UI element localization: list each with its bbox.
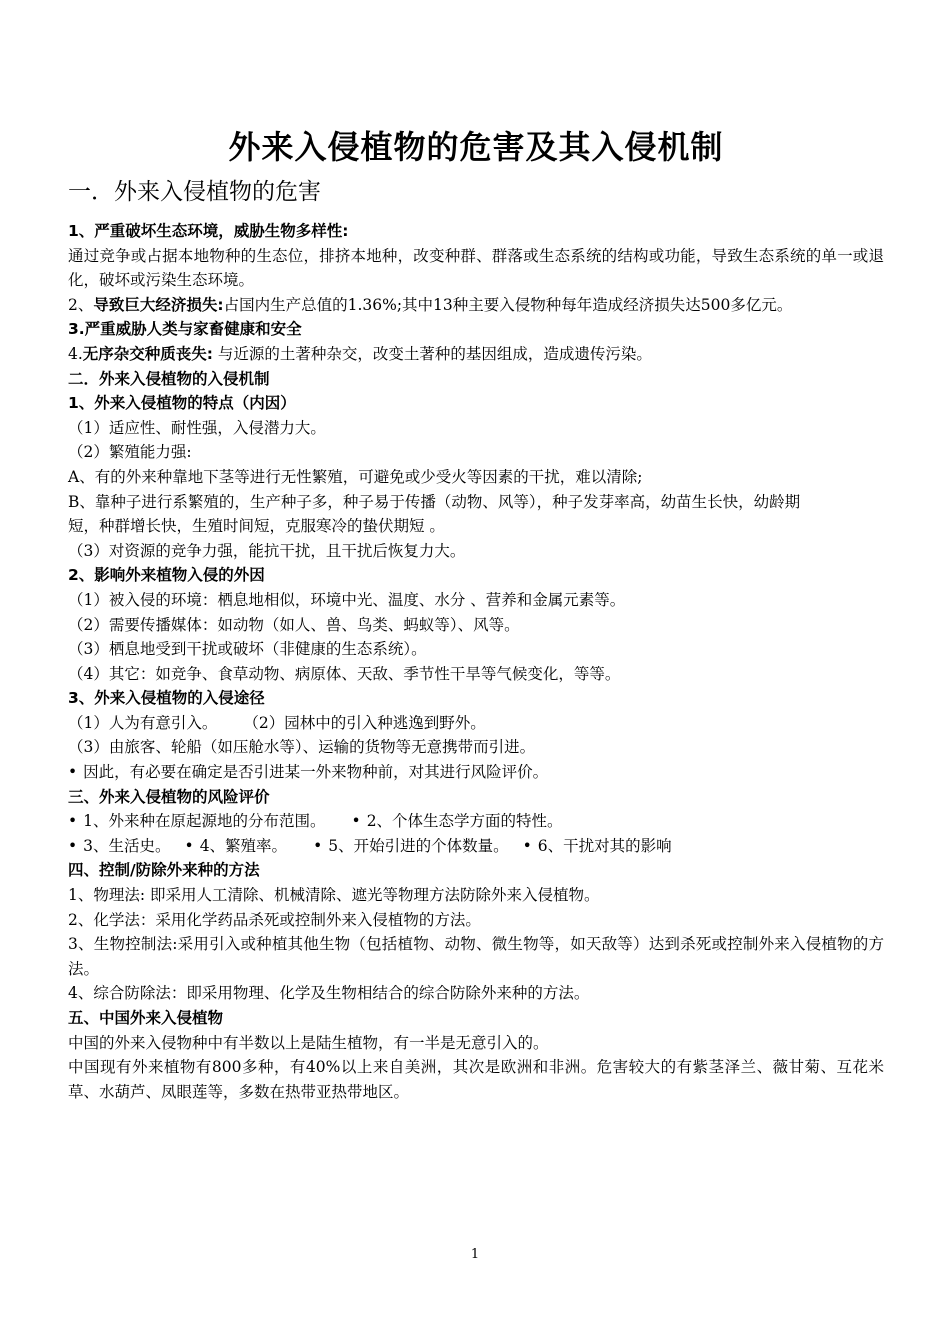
bullet-icon: • bbox=[522, 836, 532, 855]
list-item: （3）栖息地受到干扰或破坏（非健康的生态系统）。 bbox=[68, 640, 427, 659]
item-text: 与近源的土著种杂交，改变土著种的基因组成，造成遗传污染。 bbox=[213, 344, 652, 363]
paragraph bbox=[68, 293, 884, 318]
list-item: 3、生物控制法:采用引入或种植其他生物（包括植物、动物、微生物等，如天敌等）达到杀死或控制外来入侵植物的方法。 bbox=[68, 935, 884, 978]
item-text: 占国内生产总值的1.36%;其中13种主要入侵物种每年造成经济损失达500多亿元。 bbox=[223, 295, 793, 314]
list-item: 4、综合防除法：即采用物理、化学及生物相结合的综合防除外来种的方法。 bbox=[68, 984, 590, 1003]
list-item-text: （2）园林中的引入种逃逸到野外。 bbox=[243, 713, 486, 732]
page-number: 1 bbox=[470, 1247, 480, 1262]
subheading: 1、严重破坏生态环境，威胁生物多样性: bbox=[68, 222, 349, 240]
bullet-text: 6、干扰对其的影响 bbox=[537, 836, 672, 855]
list-item: （2）需要传播媒体：如动物（如人、兽、鸟类、蚂蚁等）、风等。 bbox=[68, 615, 520, 634]
bullet-icon: • bbox=[351, 812, 361, 831]
bullet-item bbox=[68, 760, 884, 785]
section-heading-2: 二．外来入侵植物的入侵机制 bbox=[68, 369, 270, 388]
list-item: 短，种群增长快，生殖时间短，克服寒冷的蛰伏期短 。 bbox=[68, 517, 445, 536]
paragraph bbox=[68, 342, 884, 367]
list-item: （3）对资源的竞争力强，能抗干扰，且干扰后恢复力大。 bbox=[68, 541, 466, 560]
section-heading-3: 三、外来入侵植物的风险评价 bbox=[68, 787, 270, 806]
section-heading-5: 五、中国外来入侵植物 bbox=[68, 1009, 224, 1027]
list-item: （4）其它：如竞争、食草动物、病原体、天敌、季节性干旱等气候变化，等等。 bbox=[68, 664, 621, 683]
list-item: 1、物理法: 即采用人工清除、机械清除、遮光等物理方法防除外来入侵植物。 bbox=[68, 886, 600, 905]
subheading: 3、外来入侵植物的入侵途径 bbox=[68, 689, 265, 708]
bullet-text: 3、生活史。 bbox=[83, 836, 171, 855]
section-heading-4: 四、控制/防除外来种的方法 bbox=[68, 861, 260, 880]
bullet-text: 5、开始引进的个体数量。 bbox=[328, 836, 509, 855]
list-item: （1）适应性、耐性强，入侵潜力大。 bbox=[68, 418, 326, 437]
section-heading-1: 一．外来入侵植物的危害 bbox=[68, 179, 321, 205]
paragraph: 通过竞争或占据本地物种的生态位，排挤本地种，改变种群、群落或生态系统的结构或功能，导致生态系统的单一或退化，破坏或污染生态环境。 bbox=[68, 246, 884, 290]
paragraph: 中国的外来入侵物种中有半数以上是陆生植物，有一半是无意引入的。 bbox=[68, 1033, 549, 1052]
bullet-text: 4、繁殖率。 bbox=[199, 836, 288, 855]
list-item: 2、化学法：采用化学药品杀死或控制外来入侵植物的方法。 bbox=[68, 910, 481, 929]
document-body bbox=[68, 219, 884, 1104]
item-number: 4. bbox=[68, 344, 83, 363]
subheading: 1、外来入侵植物的特点（内因） bbox=[68, 394, 296, 413]
page-title: 外来入侵植物的危害及其入侵机制 bbox=[228, 128, 724, 166]
item-heading: 无序杂交种质丧失: bbox=[82, 344, 213, 363]
bullet-row bbox=[68, 834, 884, 859]
list-item: A、有的外来种靠地下茎等进行无性繁殖，可避免或少受火等因素的干扰，难以清除; bbox=[68, 467, 643, 486]
subheading: 2、影响外来植物入侵的外因 bbox=[68, 566, 265, 585]
list-item bbox=[68, 711, 884, 736]
bullet-icon: • bbox=[184, 836, 194, 855]
bullet-icon: • bbox=[68, 763, 78, 782]
bullet-icon: • bbox=[68, 812, 78, 831]
subheading: 3.严重威胁人类与家畜健康和安全 bbox=[68, 320, 302, 339]
item-heading: 导致巨大经济损失: bbox=[93, 295, 224, 314]
bullet-icon: • bbox=[68, 836, 78, 855]
bullet-text: 2、个体生态学方面的特性。 bbox=[366, 812, 563, 831]
bullet-row bbox=[68, 809, 884, 834]
paragraph: 中国现有外来植物有800多种，有40%以上来自美洲，其次是欧洲和非洲。危害较大的有紫茎泽兰、薇甘菊、互花米草、水葫芦、凤眼莲等，多数在热带亚热带地区。 bbox=[68, 1058, 884, 1101]
bullet-text: 因此，有必要在确定是否引进某一外来物种前，对其进行风险评价。 bbox=[83, 763, 549, 782]
list-item-text: （1）人为有意引入。 bbox=[68, 713, 218, 732]
list-item: （3）由旅客、轮船（如压舱水等）、运输的货物等无意携带而引进。 bbox=[68, 738, 536, 757]
list-item: （1）被入侵的环境：栖息地相似，环境中光、温度、水分 、营养和金属元素等。 bbox=[68, 590, 626, 609]
bullet-text: 1、外来种在原起源地的分布范围。 bbox=[83, 812, 326, 831]
bullet-icon: • bbox=[313, 836, 323, 855]
list-item: B、靠种子进行系繁殖的，生产种子多，种子易于传播（动物、风等），种子发芽率高，幼苗生长快，幼龄期 bbox=[68, 492, 801, 511]
list-item: （2）繁殖能力强: bbox=[68, 443, 192, 462]
item-number: 2、 bbox=[68, 295, 94, 314]
